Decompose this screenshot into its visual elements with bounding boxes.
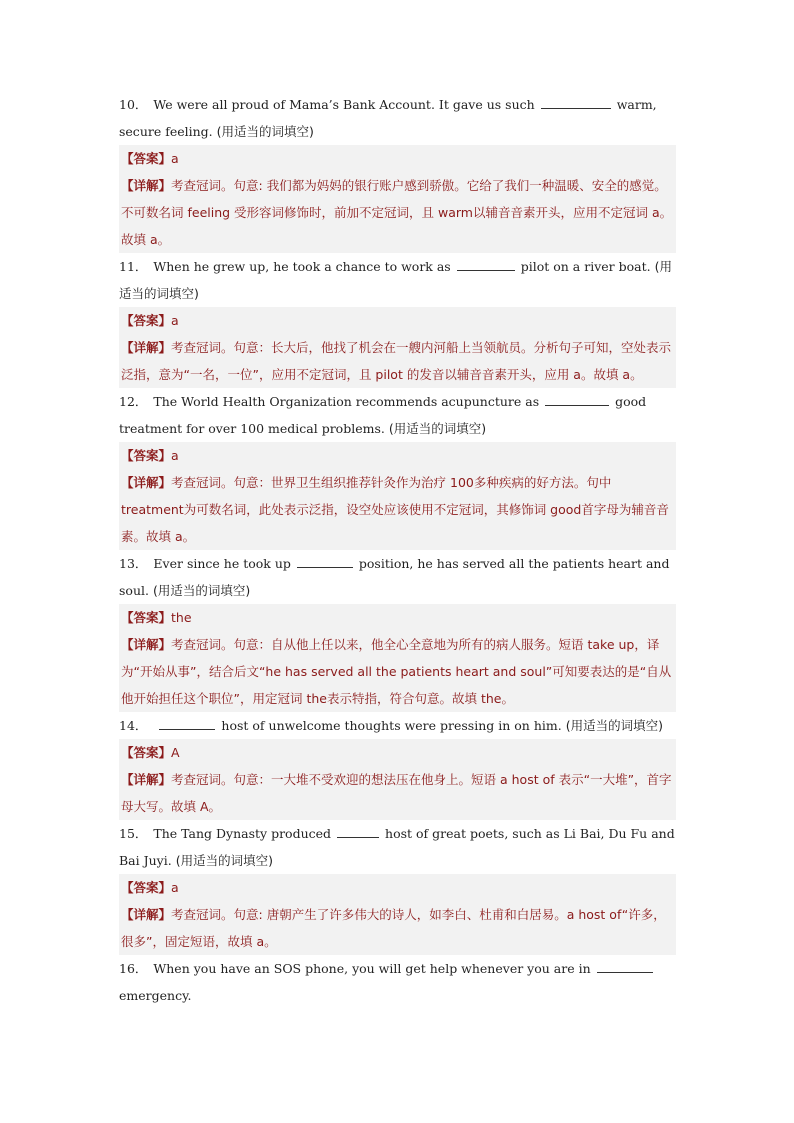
answer-value: a bbox=[171, 880, 179, 895]
answer-blank bbox=[159, 715, 215, 730]
question-instruction: (用适当的词填空) bbox=[175, 853, 273, 868]
question-10 bbox=[119, 91, 676, 145]
detail-text: 考查冠词。句意：世界卫生组织推荐针灸作为治疗 100多种疾病的好方法。句中 treatment为可数名词，此处表示泛指，设空处应该使用不定冠词，其修饰词 good首字母为辅音音素。故填 a。 bbox=[121, 475, 669, 544]
question-instruction: (用适当的词填空) bbox=[565, 718, 663, 733]
question-text-after: good treatment for over 100 medical problems. bbox=[119, 394, 647, 436]
detail-text: 考查冠词。句意：长大后，他找了机会在一艘内河船上当领航员。分析句子可知，空处表示泛指，意为“一名，一位”，应用不定冠词，且 pilot 的发音以辅音音素开头，应用 a。故填 a。 bbox=[121, 340, 672, 382]
detail-line bbox=[121, 631, 674, 712]
answer-block-12 bbox=[119, 442, 676, 550]
answer-blank bbox=[337, 823, 379, 838]
question-text-after: host of great poets, such as Li Bai, Du Fu and Bai Juyi. bbox=[119, 826, 675, 868]
question-number: 16． bbox=[119, 961, 148, 976]
question-instruction: (用适当的词填空) bbox=[216, 124, 314, 139]
detail-label: 【详解】 bbox=[121, 637, 172, 652]
answer-blank bbox=[297, 553, 353, 568]
detail-line bbox=[121, 172, 674, 253]
answer-block-11 bbox=[119, 307, 676, 388]
question-number: 10． bbox=[119, 97, 148, 112]
question-number: 12． bbox=[119, 394, 148, 409]
question-text-after: position, he has served all the patients heart and soul. bbox=[119, 556, 670, 598]
question-text-after: emergency. bbox=[119, 988, 192, 1003]
answer-blank bbox=[541, 94, 611, 109]
question-16 bbox=[119, 955, 676, 1009]
question-14 bbox=[119, 712, 676, 739]
document-page bbox=[119, 91, 676, 1009]
detail-label: 【详解】 bbox=[121, 475, 172, 490]
answer-label: 【答案】 bbox=[121, 610, 172, 625]
answer-blank bbox=[597, 958, 653, 973]
question-11 bbox=[119, 253, 676, 307]
question-number: 11． bbox=[119, 259, 148, 274]
detail-text: 考查冠词。句意：自从他上任以来，他全心全意地为所有的病人服务。短语 take up，译为“开始从事”，结合后文“he has served all the patients heart and soul”可知要表达的是“自从他开始担任这个职位”，用定冠词 the表示特指，符合句意。故填 the。 bbox=[121, 637, 672, 706]
answer-line bbox=[121, 604, 674, 631]
answer-block-15 bbox=[119, 874, 676, 955]
answer-block-10 bbox=[119, 145, 676, 253]
answer-line bbox=[121, 739, 674, 766]
question-number: 15． bbox=[119, 826, 148, 841]
answer-value: a bbox=[171, 313, 179, 328]
answer-value: the bbox=[171, 610, 192, 625]
answer-blank bbox=[545, 391, 609, 406]
question-text-after: pilot on a river boat. bbox=[520, 259, 651, 274]
detail-line bbox=[121, 901, 674, 955]
detail-line bbox=[121, 334, 674, 388]
answer-label: 【答案】 bbox=[121, 313, 172, 328]
question-15 bbox=[119, 820, 676, 874]
answer-label: 【答案】 bbox=[121, 151, 172, 166]
answer-line bbox=[121, 442, 674, 469]
answer-line bbox=[121, 145, 674, 172]
detail-label: 【详解】 bbox=[121, 178, 172, 193]
detail-label: 【详解】 bbox=[121, 340, 172, 355]
question-number: 13． bbox=[119, 556, 148, 571]
question-instruction: (用适当的词填空) bbox=[119, 259, 672, 301]
question-text-before: The World Health Organization recommends acupuncture as bbox=[153, 394, 540, 409]
detail-line bbox=[121, 469, 674, 550]
question-text-before: When you have an SOS phone, you will get help whenever you are in bbox=[153, 961, 591, 976]
question-text-before: Ever since he took up bbox=[153, 556, 291, 571]
question-13 bbox=[119, 550, 676, 604]
answer-block-14 bbox=[119, 739, 676, 820]
question-text-before: When he grew up, he took a chance to work as bbox=[153, 259, 451, 274]
question-number: 14． bbox=[119, 718, 148, 733]
detail-line bbox=[121, 766, 674, 820]
question-12 bbox=[119, 388, 676, 442]
answer-blank bbox=[457, 256, 515, 271]
question-text-before: We were all proud of Mama’s Bank Account. It gave us such bbox=[153, 97, 535, 112]
answer-label: 【答案】 bbox=[121, 745, 172, 760]
question-text-after: host of unwelcome thoughts were pressing in on him. bbox=[221, 718, 562, 733]
answer-value: a bbox=[171, 151, 179, 166]
detail-text: 考查冠词。句意: 唐朝产生了许多伟大的诗人，如李白、杜甫和白居易。a host of“许多，很多”，固定短语，故填 a。 bbox=[121, 907, 666, 949]
answer-line bbox=[121, 307, 674, 334]
answer-value: A bbox=[171, 745, 180, 760]
question-instruction: (用适当的词填空) bbox=[152, 583, 251, 598]
detail-label: 【详解】 bbox=[121, 772, 172, 787]
answer-line bbox=[121, 874, 674, 901]
answer-block-13 bbox=[119, 604, 676, 712]
answer-label: 【答案】 bbox=[121, 880, 172, 895]
detail-text: 考查冠词。句意: 我们都为妈妈的银行账户感到骄傲。它给了我们一种温暖、安全的感觉。不可数名词 feeling 受形容词修饰时，前加不定冠词，且 warm以辅音音素开头，应用不定冠词 a。故填 a。 bbox=[121, 178, 673, 247]
question-text-before: The Tang Dynasty produced bbox=[153, 826, 332, 841]
answer-value: a bbox=[171, 448, 179, 463]
detail-text: 考查冠词。句意：一大堆不受欢迎的想法压在他身上。短语 a host of 表示“一大堆”，首字母大写。故填 A。 bbox=[121, 772, 672, 814]
answer-label: 【答案】 bbox=[121, 448, 172, 463]
detail-label: 【详解】 bbox=[121, 907, 172, 922]
question-text-after: warm, secure feeling. bbox=[119, 97, 657, 139]
question-instruction: (用适当的词填空) bbox=[388, 421, 487, 436]
